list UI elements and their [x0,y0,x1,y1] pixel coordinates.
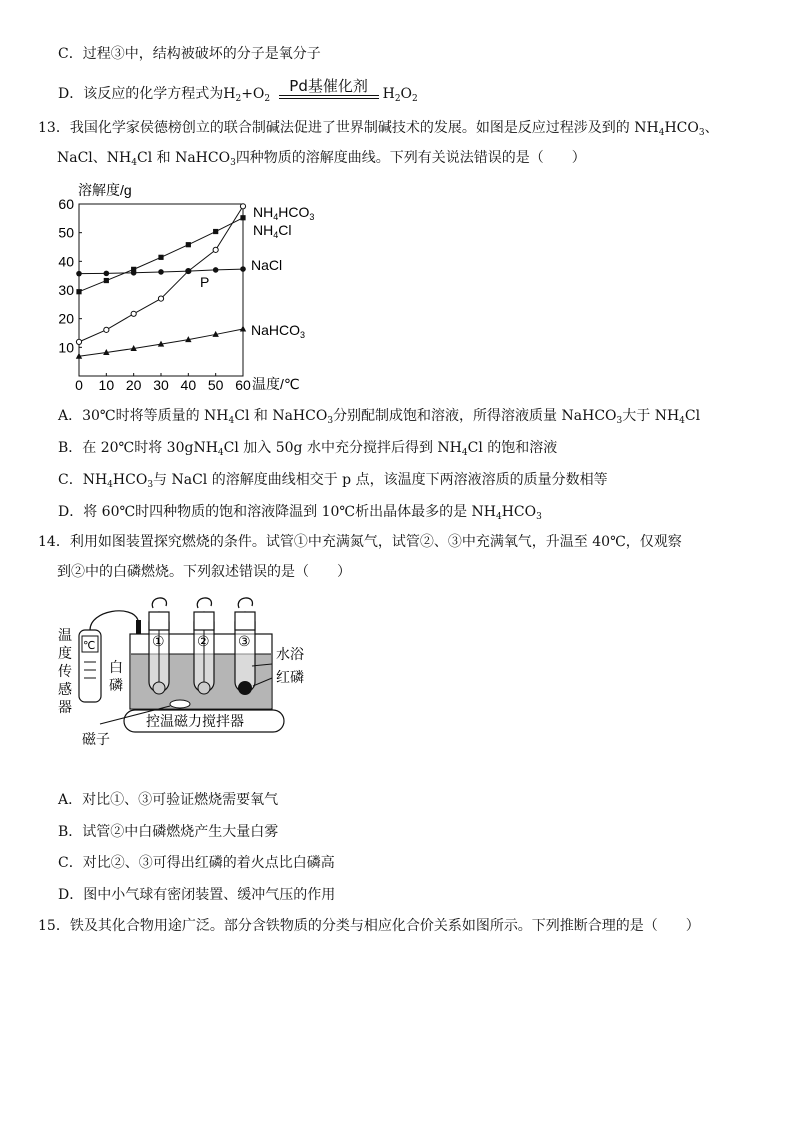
data-point-nh4cl [104,278,109,283]
q13b-2: Cl 加入 50g 水中充分搅拌后得到 NH [223,440,462,456]
q13-option-c: C．$NH_4HCO_3$与 NaCl 的溶解度曲线相交于 p 点，该温度下两溶液溶质的质量分数相等 [58,472,608,490]
data-point-nh4hco3 [131,311,136,316]
q13-line2-b: Cl 和 NaHCO [136,150,231,166]
q15-stem: 15．铁及其化合物用途广泛。部分含铁物质的分类与相应化合价关系如图所示。下列推断合理的是（ ） [38,918,700,934]
white-phosphorus-label-2: 磷 [109,677,123,693]
data-point-nacl [186,268,192,274]
q13a-2: Cl 和 NaHCO [234,408,328,424]
x-tick-label: 60 [235,377,251,393]
q14-option-c: C．对比②、③可得出红磷的着火点比白磷高 [58,855,335,871]
q13-option-d: D．将 60℃时四种物质的饱和溶液降温到 10℃析出晶体最多的是 $NH_4HCO_3$ [58,504,542,522]
q14-option-b: B．试管②中白磷燃烧产生大量白雾 [58,824,279,840]
y-tick-label: 30 [58,282,74,298]
y-tick-label: 40 [58,253,74,270]
y-tick-label: 10 [58,339,74,356]
q14-option-a: A．对比①、③可验证燃烧需要氧气 [58,792,279,808]
y-tick-label: 60 [58,196,74,212]
data-point-nacl [76,271,82,277]
data-point-nh4hco3 [240,204,245,209]
data-point-nh4cl [240,215,245,220]
data-point-nh4hco3 [158,296,163,301]
q14-stem-line2: 到②中的白磷燃烧。下列叙述错误的是（ ） [57,564,351,580]
q12-option-d: D．该反应的化学方程式为$H_2+O_2$ Pd基催化剂 $H_2O_2$ [58,77,418,104]
q14-option-d: D．图中小气球有密闭装置、缓冲气压的作用 [58,887,336,903]
x-tick-label: 50 [207,377,224,393]
q13d-1: D．将 60℃时四种物质的饱和溶液降温到 10℃析出晶体最多的是 NH [58,504,496,520]
x-tick-label: 40 [180,377,197,393]
q13-stem-text: 13．我国化学家侯德榜创立的联合制碱法促进了世界制碱技术的发展。如图是反应过程涉及到的 NH [38,120,659,136]
data-point-nacl [131,270,137,276]
q13a-4: 大于 NH [622,408,680,424]
eq-h2o2: H [382,86,395,102]
combustion-apparatus [52,596,322,748]
x-tick-label: 20 [125,377,142,393]
sensor-celsius: ℃ [83,640,96,652]
y-tick-label: 20 [58,310,74,327]
q12-option-c: C．过程③中，结构被破坏的分子是氧分子 [58,46,321,62]
magnet-bar [170,700,190,708]
magnet-label: 磁子 [82,731,110,747]
data-point-nacl [104,271,110,277]
series-label-nahco3: NaHCO$_3$ [251,322,306,340]
data-point-nh4hco3 [76,339,81,344]
equation-arrow [279,77,379,104]
q13-stem-tail: HCO [664,120,699,136]
tube-2-label: ② [197,633,210,649]
series-label-nh4hco3: $NH_4HCO_3$ [253,204,315,222]
eq-h2: H [223,86,236,102]
q13-option-a: A．30℃时将等质量的 $NH_4Cl$ 和 NaHCO$_3$分别配制成饱和溶液，所得溶液质量 NaHCO$_3$大于 $NH_4Cl$ [58,408,701,426]
data-point-nh4cl [158,255,163,260]
sensor-label [58,627,72,715]
x-tick-label: 0 [75,377,83,393]
q13-stem-line2: NaCl、$NH_4Cl$ 和 NaHCO$_3$四种物质的溶解度曲线。下列有关说法错误的是（ ） [57,150,586,168]
red-phosphorus-label: 红磷 [276,669,304,685]
series-label-nacl: NaCl [251,257,283,273]
q13a-5: Cl [684,408,701,424]
q13b-1: B．在 20℃时将 30gNH [58,440,218,456]
svg-text:感: 感 [58,681,72,697]
data-point-nacl [158,269,164,275]
series-label-nh4cl: $NH_4Cl$ [253,222,292,240]
tube-1-label: ① [152,633,165,649]
q13c-2: HCO [112,472,148,488]
data-point-nahco3 [240,325,246,331]
water-bath-label: 水浴 [276,646,304,662]
white-phosphorus-label-1: 白 [109,659,123,675]
data-point-nh4cl [213,229,218,234]
q13-line2-a: NaCl、NH [57,150,132,166]
data-point-nh4cl [186,242,191,247]
chart-ylabel: 溶解度/g [78,182,132,198]
q13d-2: HCO [501,504,537,520]
y-tick-label: 50 [58,224,74,241]
chart-xlabel: 温度/℃ [252,376,300,392]
data-point-nh4hco3 [213,247,218,252]
svg-text:传: 传 [58,663,72,679]
q13-line2-c: 四种物质的溶解度曲线。下列有关说法错误的是（ ） [235,150,586,166]
chart-point-p: P [200,274,210,290]
q13b-3: Cl 的饱和溶液 [467,440,558,456]
q13c-3: 与 NaCl 的溶解度曲线相交于 p 点，该温度下两溶液溶质的质量分数相等 [153,472,608,488]
eq-h2o2-o: O [400,86,413,102]
data-point-nh4cl [76,289,81,294]
q12-option-d-text: D．该反应的化学方程式为 [58,86,224,102]
q13-option-b: B．在 20℃时将 30gNH$_4$Cl 加入 50g 水中充分搅拌后得到 $NH_4Cl$ 的饱和溶液 [58,440,558,458]
tube-3-label: ③ [238,633,251,649]
catalyst-label: Pd基催化剂 [289,77,368,95]
solubility-chart [50,178,350,396]
x-tick-label: 10 [98,377,115,393]
q13a-1: A．30℃时将等质量的 NH [58,408,229,424]
q13c-1: C．NH [58,472,108,488]
data-point-nh4hco3 [104,327,109,332]
q13a-3: 分别配制成饱和溶液，所得溶液质量 NaHCO [333,408,617,424]
q14-stem-line1: 14．利用如图装置探究燃烧的条件。试管①中充满氮气，试管②、③中充满氧气，升温至 40℃，仅观察 [38,534,682,550]
eq-o2: +O [241,86,265,102]
q13-stem-line1: 13．我国化学家侯德榜创立的联合制碱法促进了世界制碱技术的发展。如图是反应过程涉及到的 $NH_4HCO_3$、 [38,120,719,138]
x-tick-label: 30 [153,377,169,393]
svg-text:器: 器 [58,699,72,715]
svg-text:度: 度 [58,645,72,661]
data-point-nacl [240,266,246,272]
stirrer-label: 控温磁力搅拌器 [146,713,244,729]
svg-text:温: 温 [58,627,72,643]
data-point-nacl [213,267,219,273]
